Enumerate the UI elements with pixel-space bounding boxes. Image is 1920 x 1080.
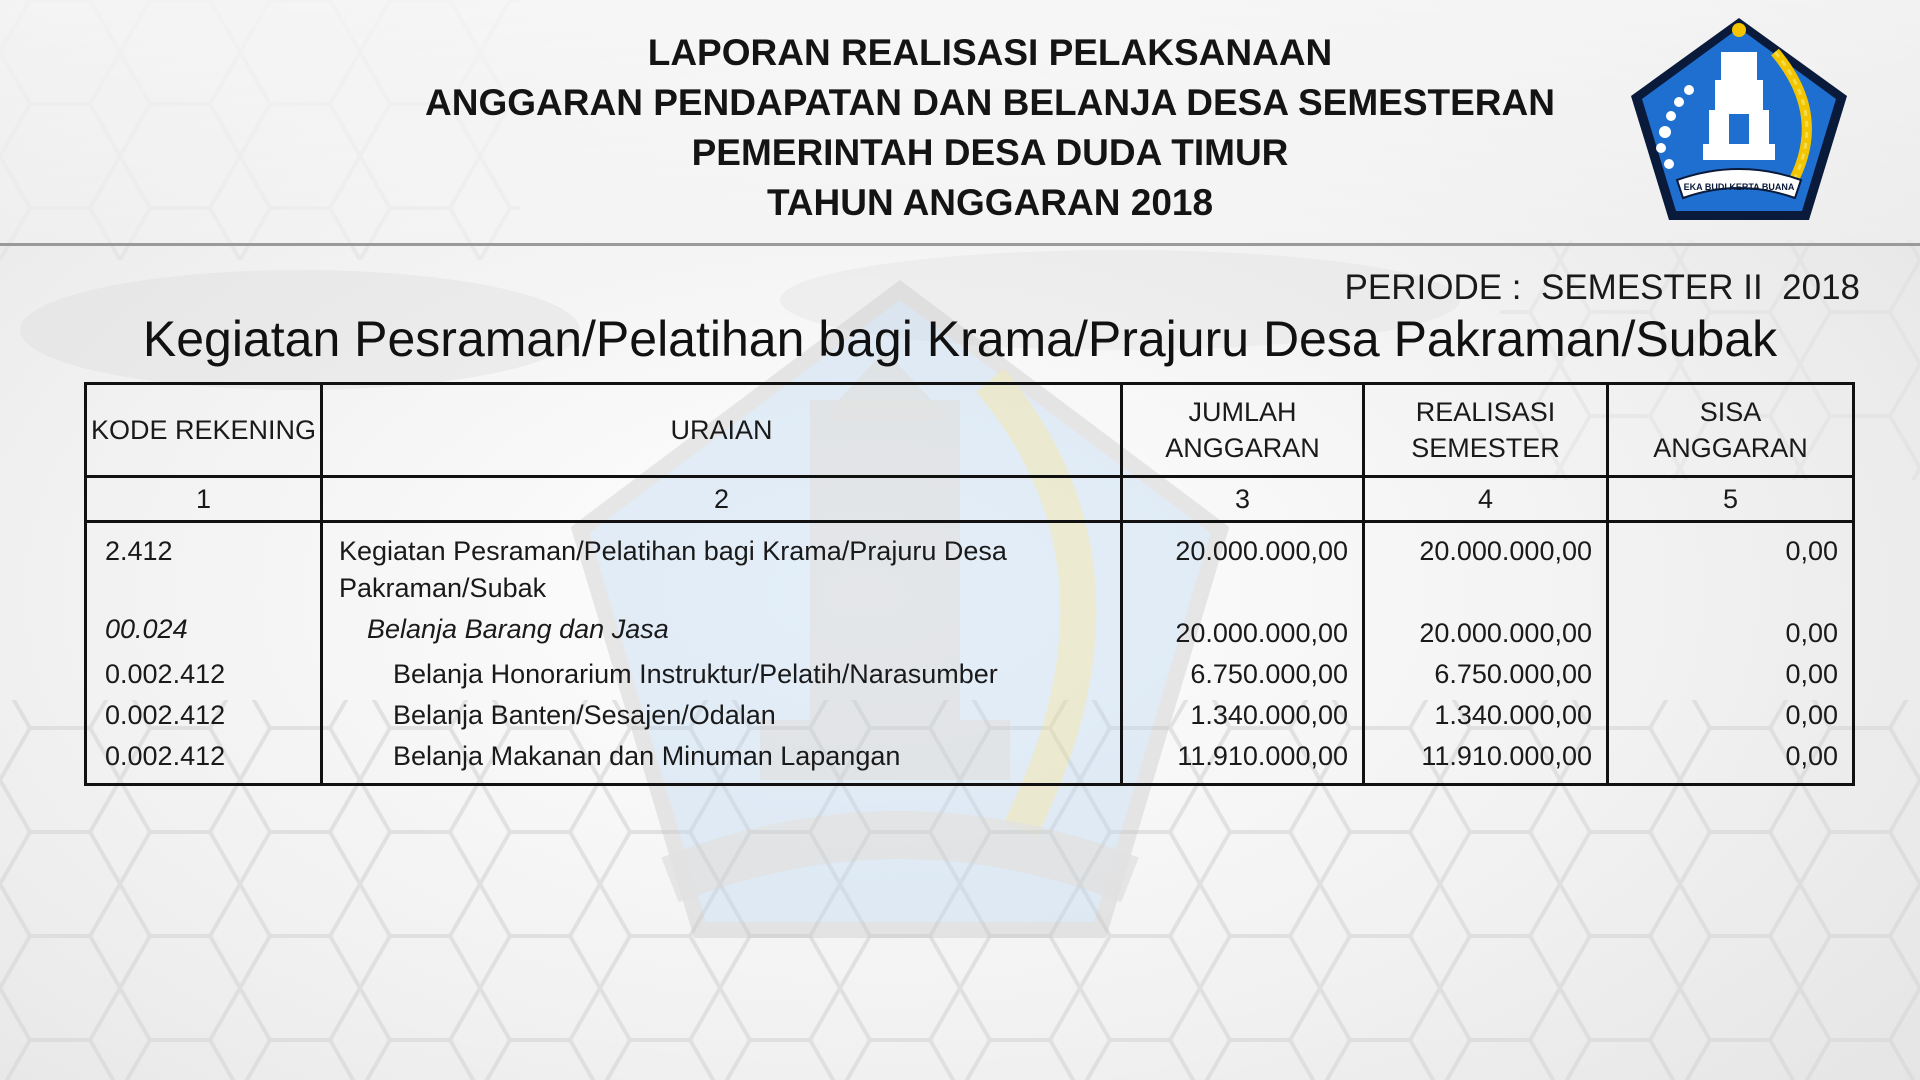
column-header-kode: KODE REKENING xyxy=(86,384,322,477)
anggaran-cell: 20.000.000,00 xyxy=(1122,609,1364,654)
uraian-cell: Belanja Honorarium Instruktur/Pelatih/Narasumber xyxy=(322,654,1122,695)
anggaran-cell: 1.340.000,00 xyxy=(1122,695,1364,736)
anggaran-cell: 20.000.000,00 xyxy=(1122,522,1364,610)
column-header-anggaran: JUMLAH ANGGARAN xyxy=(1122,384,1364,477)
realisasi-cell: 20.000.000,00 xyxy=(1364,522,1608,610)
activity-title: Kegiatan Pesraman/Pelatihan bagi Krama/Prajuru Desa Pakraman/Subak xyxy=(142,311,1778,367)
kode-cell: 2.412 xyxy=(86,522,322,610)
column-number: 2 xyxy=(322,477,1122,522)
period-label: PERIODE : SEMESTER II 2018 xyxy=(1344,268,1860,307)
column-number: 4 xyxy=(1364,477,1608,522)
sisa-cell: 0,00 xyxy=(1608,609,1854,654)
uraian-cell: Belanja Makanan dan Minuman Lapangan xyxy=(322,736,1122,785)
table-row xyxy=(86,522,1854,610)
budget-realization-table xyxy=(84,382,1855,786)
title-line-4: TAHUN ANGGARAN 2018 xyxy=(766,182,1214,223)
title-line-3: PEMERINTAH DESA DUDA TIMUR xyxy=(691,132,1289,173)
column-number: 3 xyxy=(1122,477,1364,522)
column-number: 5 xyxy=(1608,477,1854,522)
uraian-cell: Belanja Banten/Sesajen/Odalan xyxy=(322,695,1122,736)
report-header xyxy=(0,0,1920,246)
column-header-sisa: SISA ANGGARAN xyxy=(1608,384,1854,477)
kode-cell: 0.002.412 xyxy=(86,695,322,736)
realisasi-cell: 6.750.000,00 xyxy=(1364,654,1608,695)
table-row xyxy=(86,654,1854,695)
table-row xyxy=(86,736,1854,785)
regency-emblem-logo xyxy=(1625,12,1853,226)
table-row xyxy=(86,609,1854,654)
sisa-cell: 0,00 xyxy=(1608,736,1854,785)
kode-cell: 0.002.412 xyxy=(86,736,322,785)
uraian-cell: Belanja Barang dan Jasa xyxy=(322,609,1122,654)
sisa-cell: 0,00 xyxy=(1608,695,1854,736)
sisa-cell: 0,00 xyxy=(1608,654,1854,695)
column-header-uraian: URAIAN xyxy=(322,384,1122,477)
uraian-cell: Kegiatan Pesraman/Pelatihan bagi Krama/Prajuru Desa Pakraman/Subak xyxy=(322,522,1122,610)
realisasi-cell: 1.340.000,00 xyxy=(1364,695,1608,736)
column-number: 1 xyxy=(86,477,322,522)
column-header-realisasi: REALISASI SEMESTER xyxy=(1364,384,1608,477)
realisasi-cell: 11.910.000,00 xyxy=(1364,736,1608,785)
title-line-2: ANGGARAN PENDAPATAN DAN BELANJA DESA SEMESTERAN xyxy=(425,82,1555,123)
sisa-cell: 0,00 xyxy=(1608,522,1854,610)
anggaran-cell: 6.750.000,00 xyxy=(1122,654,1364,695)
kode-cell: 0.002.412 xyxy=(86,654,322,695)
kode-cell: 00.024 xyxy=(86,609,322,654)
report-title xyxy=(390,28,1590,228)
logo-motto-text: EKA BUDI KERTA BUANA xyxy=(1683,182,1795,192)
anggaran-cell: 11.910.000,00 xyxy=(1122,736,1364,785)
realisasi-cell: 20.000.000,00 xyxy=(1364,609,1608,654)
title-line-1: LAPORAN REALISASI PELAKSANAAN xyxy=(647,32,1333,73)
table-row xyxy=(86,695,1854,736)
